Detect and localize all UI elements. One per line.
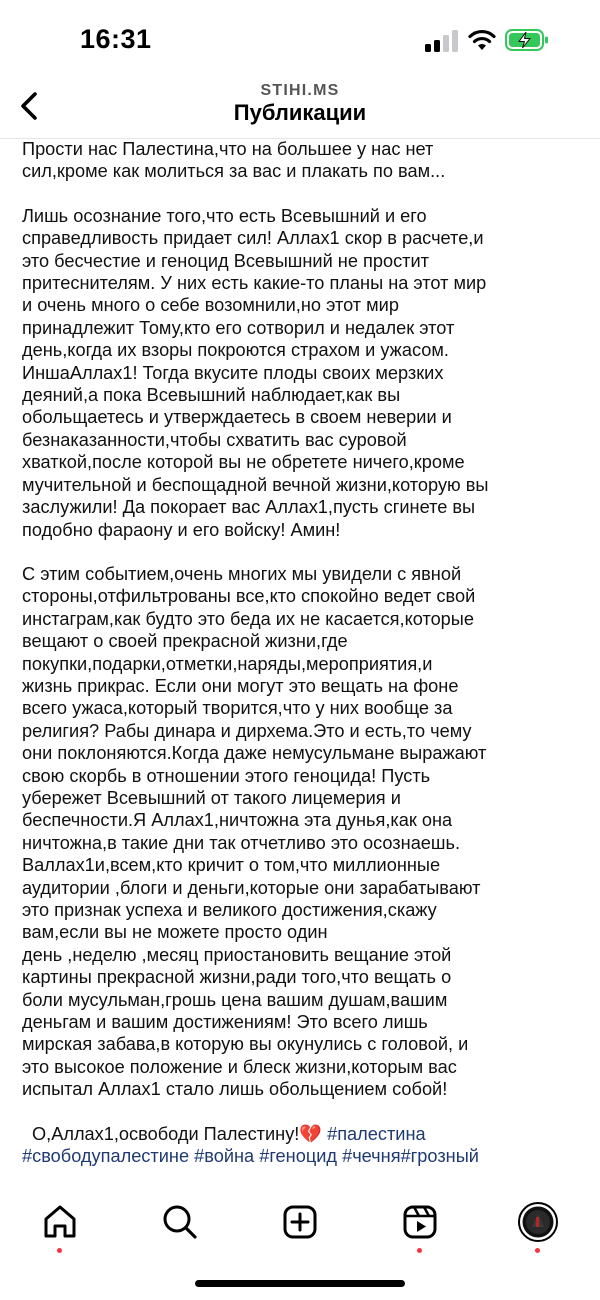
hashtag[interactable]: #палестина	[327, 1123, 426, 1144]
hashtag[interactable]: #грозный	[400, 1146, 479, 1167]
hashtag-row	[22, 1145, 582, 1167]
caption-paragraph-1: Прости нас Палестина,что на большее у нас нет сил,кроме как молиться за вас и плакать по вам...	[22, 139, 446, 182]
publications-header	[0, 80, 600, 139]
post-caption	[22, 128, 582, 1188]
profile-avatar[interactable]	[518, 1202, 558, 1242]
reels-icon[interactable]	[400, 1202, 440, 1242]
reels-notification-dot	[417, 1248, 422, 1253]
profile-notification-dot	[535, 1248, 540, 1253]
hashtag[interactable]: #война	[194, 1146, 255, 1167]
hashtag[interactable]: #чечня	[342, 1146, 401, 1167]
account-username[interactable]: STIHI.MS	[260, 82, 340, 99]
battery-charging-icon	[505, 28, 549, 52]
wifi-icon	[467, 28, 497, 52]
home-icon[interactable]	[40, 1202, 80, 1242]
broken-heart-emoji: 💔	[299, 1123, 323, 1144]
hashtag[interactable]: #свободупалестине	[22, 1146, 190, 1167]
closing-text: О,Аллах1,освободи Палестину!	[32, 1123, 300, 1144]
create-post-icon[interactable]	[280, 1202, 320, 1242]
status-time: 16:31	[80, 24, 152, 54]
cellular-signal-icon	[425, 30, 459, 52]
search-icon[interactable]	[160, 1202, 200, 1242]
home-indicator	[195, 1280, 405, 1287]
status-bar	[0, 0, 600, 80]
hashtag[interactable]: #геноцид	[259, 1146, 338, 1167]
caption-closing	[22, 1123, 582, 1145]
caption-paragraph-3: С этим событием,очень многих мы увидели с явной стороны,отфильтрованы все,кто спокойно ведет свой инстаграм,как будто это беда их не касается,которые вещают о своей прекрасной жизни,где покупки,подарки,отметки,наряды,мероприятия,и жизнь прикрас. Если они могут это вещать на фоне всего ужаса,который творится,что у них вообще за религия? Рабы динара и дирхема.Это и есть,то чему они поклоняются.Когда даже немусульмане выражают свою скорбь в отношении этого геноцида! Пусть убережет Всевышний от такого лицемерия и беспечности.Я Аллах1,ничтожна эта дунья,как она ничтожна,в такие дни так отчетливо это осознаешь. Валлах1и,всем,кто кричит о том,что миллионные аудитории ,блоги и деньги,которые они зарабатывают это признак успеха и великого достижения,скажу вам,если вы не можете просто один день ,неделю ,месяц приостановить вещание этой картины прекрасной жизни,ради того,что вещать о боли мусульман,грошь цена вашим душам,вашим деньгам и вашим достижениям! Это всего лишь мирская забава,в которую вы окунулись с головой, и это высокое положение и блеск жизни,которым вас испытал Аллах1 стало лишь обольщением собой!	[22, 563, 487, 1100]
caption-paragraph-2: Лишь осознание того,что есть Всевышний и его справедливость придает сил! Аллах1 скор в расчете,и это бесчестие и геноцид Всевышний не простит притеснителям. У них есть какие-то планы на этот мир и очень много о себе возомнили,но этот мир принадлежит Тому,кто его сотворил и недалек этот день,когда их взоры покроются страхом и ужасом. ИншаАллах1! Тогда вкусите плоды своих мерзких деяний,а пока Всевышний наблюдает,как вы обольщаетесь и утверждаетесь в своем неверии и безнаказанности,чтобы схватить вас суровой хваткой,после которой вы не обретете ничего,кроме мучительной и беспощадной вечной жизни,которую вы заслужили! Да покорает вас Аллах1,пусть сгинете вы подобно фараону и его войску! Амин!	[22, 205, 489, 540]
page-title: Публикации	[233, 100, 367, 125]
home-notification-dot	[57, 1248, 62, 1253]
